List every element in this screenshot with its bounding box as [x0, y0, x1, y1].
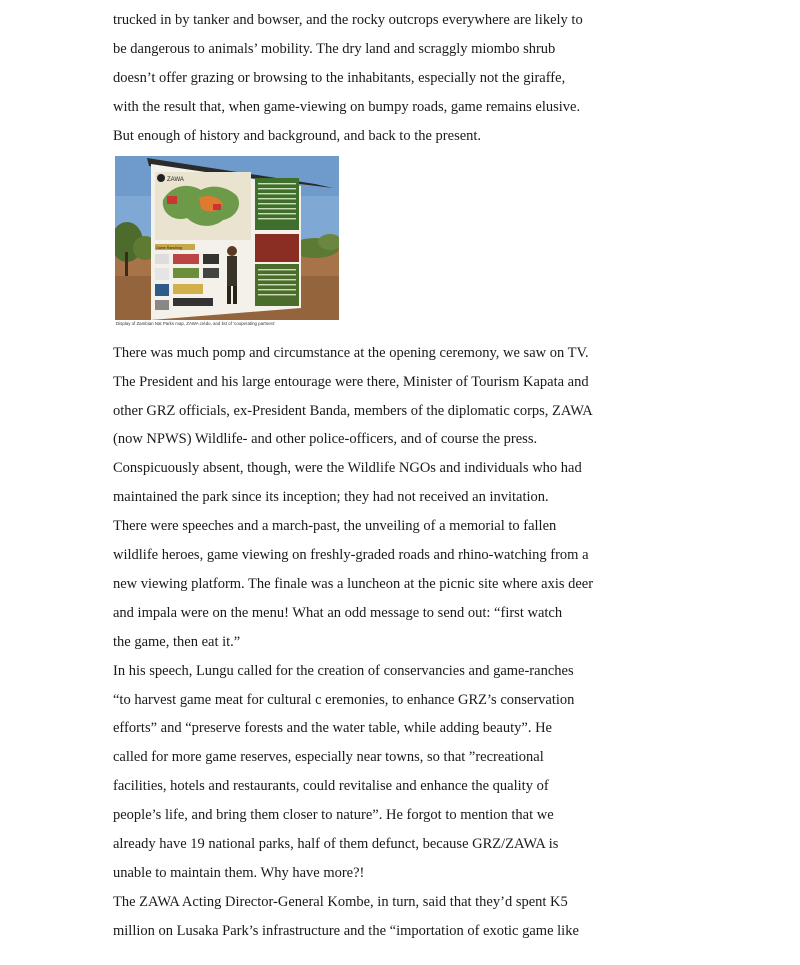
- body-text-line: unable to maintain them. Why have more?!: [113, 865, 365, 881]
- body-text-line: Conspicuously absent, though, were the Wildlife NGOs and individuals who had: [113, 460, 582, 476]
- body-text-line: new viewing platform. The finale was a luncheon at the picnic site where axis deer: [113, 576, 594, 592]
- body-text-line: with the result that, when game-viewing on bumpy roads, game remains elusive.: [113, 99, 581, 115]
- body-text-line: The President and his large entourage were there, Minister of Tourism Kapata and: [113, 374, 589, 390]
- zawa-display-board-photo: [115, 156, 339, 330]
- body-text-line: and impala were on the menu! What an odd message to send out: “first watch: [113, 605, 563, 621]
- body-text-line: already have 19 national parks, half of them defunct, because GRZ/ZAWA is: [113, 836, 559, 852]
- body-text-line: (now NPWS) Wildlife- and other police-officers, and of course the press.: [113, 431, 538, 447]
- body-text-line: million on Lusaka Park’s infrastructure and the “importation of exotic game like: [113, 923, 579, 939]
- body-text-line: called for more game reserves, especially near towns, so that ”recreational: [113, 749, 544, 765]
- photo-caption: Display of Zambian Nat Parks map, ZAWA crédo, and list of ‘cooperating partners’: [116, 321, 276, 326]
- body-text-line: In his speech, Lungu called for the creation of conservancies and game-ranches: [113, 663, 574, 679]
- body-text-line: other GRZ officials, ex-President Banda, members of the diplomatic corps, ZAWA: [113, 403, 593, 419]
- svg-text:ZAWA: ZAWA: [167, 177, 184, 183]
- body-text-line: “to harvest game meat for cultural c eremonies, to enhance GRZ’s conservation: [113, 692, 575, 708]
- body-text-line: maintained the park since its inception; they had not received an invitation.: [113, 489, 549, 505]
- body-text-line: be dangerous to animals’ mobility. The dry land and scraggly miombo shrub: [113, 41, 556, 57]
- body-text-line: But enough of history and background, and back to the present.: [113, 128, 482, 144]
- body-text-line: wildlife heroes, game viewing on freshly-graded roads and rhino-watching from a: [113, 547, 589, 563]
- body-text-line: the game, then eat it.”: [113, 634, 241, 650]
- svg-text:Game Ranching: Game Ranching: [156, 246, 182, 250]
- body-text-line: There was much pomp and circumstance at the opening ceremony, we saw on TV.: [113, 345, 589, 361]
- body-text-line: people’s life, and bring them closer to nature”. He forgot to mention that we: [113, 807, 554, 823]
- body-text-line: efforts” and “preserve forests and the water table, while adding beauty”. He: [113, 720, 552, 736]
- body-text-line: doesn’t offer grazing or browsing to the inhabitants, especially not the giraffe,: [113, 70, 566, 86]
- body-text-line: trucked in by tanker and bowser, and the rocky outcrops everywhere are likely to: [113, 12, 583, 28]
- body-text-line: facilities, hotels and restaurants, could revitalise and enhance the quality of: [113, 778, 549, 794]
- body-text-line: There were speeches and a march-past, the unveiling of a memorial to fallen: [113, 518, 557, 534]
- body-text-line: The ZAWA Acting Director-General Kombe, in turn, said that they’d spent K5: [113, 894, 568, 910]
